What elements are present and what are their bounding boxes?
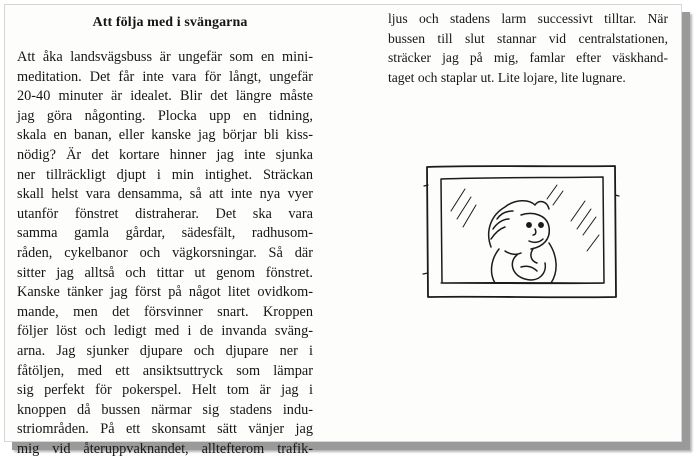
text-line: följer löst och ledigt med i de invanda sväng- bbox=[17, 322, 313, 342]
text-line: ner tillräckligt djupt i min intighet. Sträckan bbox=[17, 166, 313, 186]
text-line: jag göra någonting. Plocka upp en tidning, bbox=[17, 107, 313, 127]
text-line: ljus och stadens larm successivt tilltar. När bbox=[388, 9, 668, 29]
text-line: striområden. På ett skonsamt sätt vänjer jag bbox=[17, 420, 313, 440]
left-body-text bbox=[17, 48, 313, 459]
text-line: arna. Jag sjunker djupare och djupare ner i bbox=[17, 342, 313, 362]
text-line: 20-40 minuter är idealet. Blir det längre måste bbox=[17, 87, 313, 107]
text-line: bussen till slut stannar vid centralstationen, bbox=[388, 29, 668, 49]
right-body-text bbox=[388, 9, 668, 87]
text-line: sträcker jag på mig, famlar efter väskhand- bbox=[388, 48, 668, 68]
article-title: Att följa med i svängarna bbox=[17, 15, 313, 31]
book-spread bbox=[4, 4, 682, 442]
left-page bbox=[17, 9, 313, 459]
text-line: samma gamla gårdar, sädesfält, radhusom- bbox=[17, 224, 313, 244]
text-line: skala en banan, eller kanske jag börjar bli kiss- bbox=[17, 126, 313, 146]
text-line: sig perfekt för pokerspel. Helt tom är jag i bbox=[17, 381, 313, 401]
rain-streaks bbox=[451, 185, 599, 251]
text-line: skall helst vara densamma, så att inte nya vyer bbox=[17, 185, 313, 205]
text-line: knoppen då bussen närmar sig stadens indu- bbox=[17, 401, 313, 421]
text-line: råden, cykelbanor och vägkorsningar. Så där bbox=[17, 244, 313, 264]
text-line: mande, men det försvinner snart. Kroppen bbox=[17, 303, 313, 323]
text-line: utanför fönstret distraherar. Det ska vara bbox=[17, 205, 313, 225]
text-line: sitter jag alltså och tittar ut genom fönstret. bbox=[17, 264, 313, 284]
text-line: taget och staplar ut. Lite lojare, lite lugnare. bbox=[388, 68, 668, 88]
window-pane bbox=[441, 177, 604, 283]
person-figure bbox=[489, 201, 556, 283]
right-page bbox=[388, 9, 668, 87]
text-line: mig vid återuppvaknandet, alltefterom trafik- bbox=[17, 440, 313, 459]
text-line: nödig? Är det kortare hinner jag inte sjunka bbox=[17, 146, 313, 166]
text-line: fåtöljen, med ett ansiktsuttryck som lämpar bbox=[17, 362, 313, 382]
text-line: Kanske tänker jag först på något litet ovidkom- bbox=[17, 283, 313, 303]
text-line: Att åka landsvägsbuss är ungefär som en mini- bbox=[17, 48, 313, 68]
bus-window-illustration bbox=[421, 155, 621, 311]
text-line: meditation. Det får inte vara för långt, ungefär bbox=[17, 68, 313, 88]
